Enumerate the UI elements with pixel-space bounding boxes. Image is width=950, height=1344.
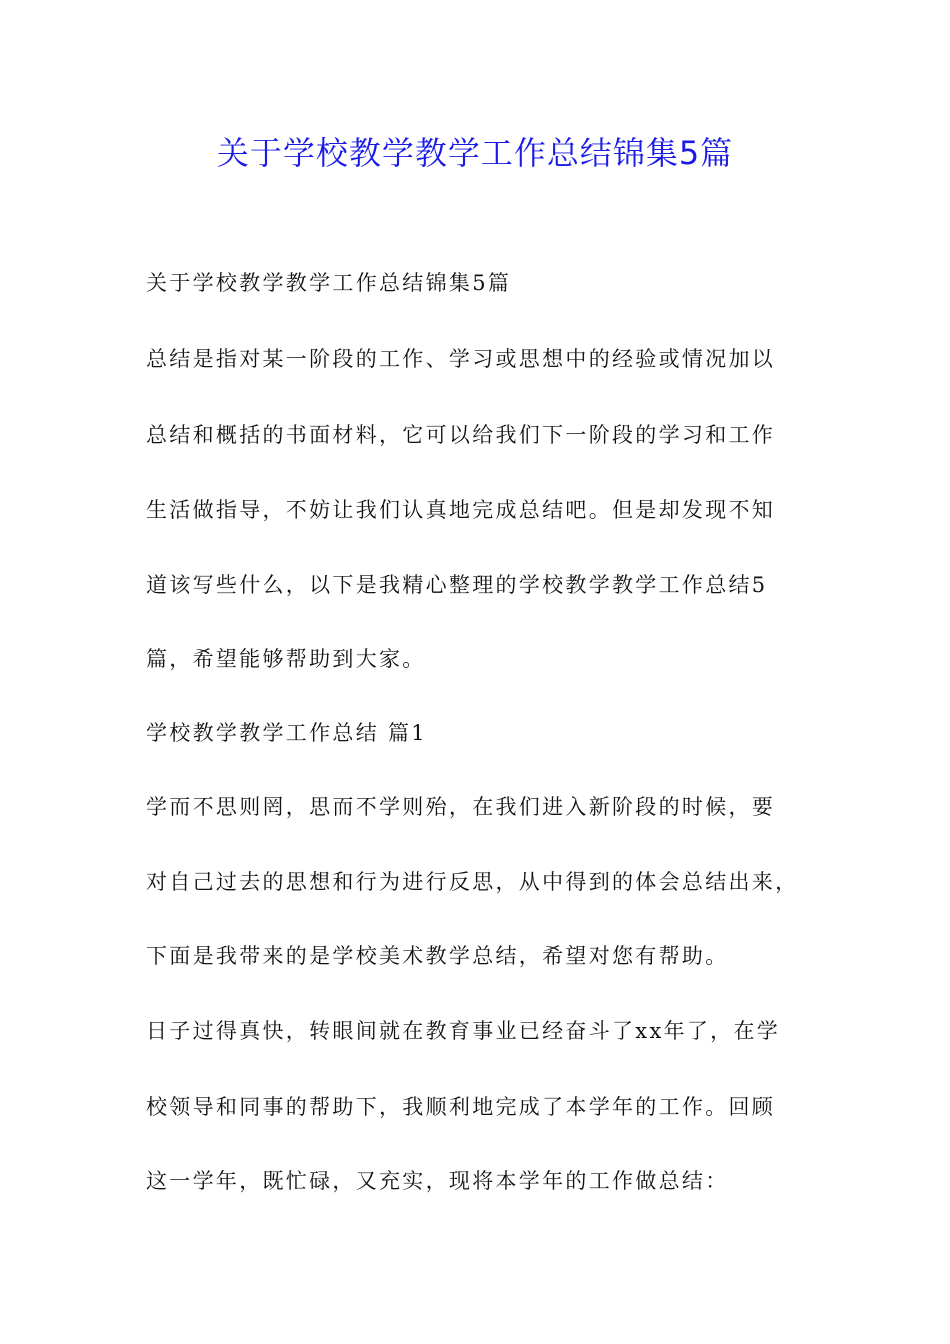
body-line: 学而不思则罔，思而不学则殆，在我们进入新阶段的时候，要 [146,795,776,819]
body-line: 生活做指导，不妨让我们认真地完成总结吧。但是却发现不知 [146,498,776,522]
body-line: 校领导和同事的帮助下，我顺利地完成了本学年的工作。回顾 [146,1095,776,1119]
body-line: 道该写些什么，以下是我精心整理的学校教学教学工作总结5 [146,573,768,597]
body-line: 总结是指对某一阶段的工作、学习或思想中的经验或情况加以 [146,347,776,371]
document-title: 关于学校教学教学工作总结锦集5篇 [216,134,734,172]
body-line: 对自己过去的思想和行为进行反思，从中得到的体会总结出来， [146,870,799,894]
intro-heading: 关于学校教学教学工作总结锦集5篇 [146,271,512,295]
body-line: 篇，希望能够帮助到大家。 [146,647,426,671]
section-heading: 学校教学教学工作总结 篇1 [146,721,427,745]
body-line: 日子过得真快，转眼间就在教育事业已经奋斗了xx年了，在学 [146,1019,781,1043]
body-line: 下面是我带来的是学校美术教学总结，希望对您有帮助。 [146,944,729,968]
body-line: 这一学年，既忙碌，又充实，现将本学年的工作做总结： [146,1169,729,1193]
body-line: 总结和概括的书面材料，它可以给我们下一阶段的学习和工作 [146,423,776,447]
